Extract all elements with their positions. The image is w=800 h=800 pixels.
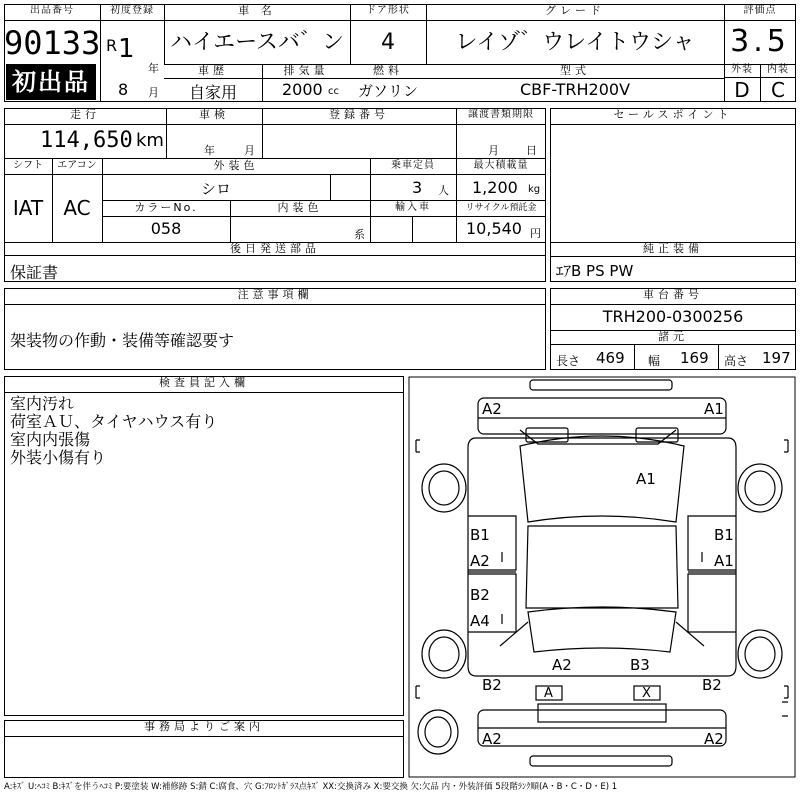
mark-rear-bumper-right: A2	[704, 730, 724, 748]
lot-number: 90133	[4, 24, 101, 62]
score: 3.5	[730, 24, 790, 59]
mileage-unit: km	[136, 130, 164, 151]
car-name-label: 車 名	[238, 4, 276, 17]
capacity-label: 乗車定員	[391, 160, 435, 171]
mark-rear-right: B3	[630, 656, 650, 674]
inspector-label: 検査員記入欄	[159, 376, 249, 389]
dims-label: 諸元	[658, 330, 688, 343]
year-unit: 年	[148, 62, 159, 75]
reg-no-label: 登録番号	[329, 108, 389, 121]
model: CBF-TRH200V	[519, 80, 631, 99]
doors-label: ドア形状	[366, 5, 410, 16]
mark-rear-bumper-left: A2	[482, 730, 502, 748]
notes-text: 架装物の作動・装備等確認要す	[10, 331, 235, 350]
car-diagram-svg	[408, 376, 796, 778]
exterior-grade: D	[734, 78, 750, 102]
color-no: 058	[150, 219, 182, 238]
score-label: 評価点	[743, 5, 777, 16]
capacity-unit: 人	[438, 184, 449, 197]
mileage-label: 走行	[70, 108, 100, 121]
color-no-label: カラーNo.	[134, 201, 198, 214]
mark-left-front-door-1: B1	[470, 526, 490, 544]
recycle-fee: 10,540	[466, 219, 522, 238]
inspector-line-2: 荷室ＡＵ、タイヤハウス有り	[10, 412, 218, 431]
import-label: 輸入車	[395, 202, 431, 213]
inspector-line-1: 室内汚れ	[10, 394, 75, 413]
car-name: ハイエースバ゛ン	[169, 30, 345, 55]
exterior-label: 外装	[731, 64, 753, 75]
model-label: 型式	[560, 64, 590, 77]
inspection-label: 車検	[199, 108, 229, 121]
chassis-label: 車台番号	[643, 288, 703, 301]
damage-diagram	[408, 376, 796, 778]
mark-front-left: A2	[482, 400, 502, 418]
mark-left-rear-door-2: A4	[470, 612, 490, 630]
first-reg-label: 初度登録	[110, 5, 154, 16]
mark-left-rear-door-1: B2	[470, 586, 490, 604]
ext-color: シロ	[200, 180, 231, 198]
mark-right-front-door-2: A1	[714, 552, 734, 570]
transfer-label: 譲渡書類期限	[468, 109, 534, 120]
later-parts-label: 後日発送部品	[230, 242, 320, 255]
ac: AC	[63, 196, 91, 220]
recycle-unit: 円	[530, 227, 541, 240]
max-load-unit: kg	[528, 184, 541, 195]
inspection-year-unit: 年	[204, 144, 215, 157]
width: 169	[680, 349, 709, 367]
interior-label: 内装	[767, 64, 789, 75]
displacement-label: 排気量	[283, 64, 329, 77]
era-letter: R	[106, 36, 118, 55]
chassis-number: TRH200-0300256	[602, 307, 744, 326]
grade-label: グレード	[545, 4, 605, 17]
displacement-unit: cc	[328, 86, 339, 97]
legend: A:ｷｽﾞ U:ﾍｺﾐ B:ｷｽﾞを伴うﾍｺﾐ P:要塗装 W:補修跡 S:錆 C:腐食、穴 G:ﾌﾛﾝﾄｶﾞﾗｽ点ｷｽﾞ XX:交換済み X:要交換 欠:欠品 内・外装評価 5段階ﾗﾝｸ順(A・B・C・D・E) 1	[4, 782, 618, 792]
inspector-line-3: 室内内張傷	[10, 430, 91, 449]
sales-points-label: セールスポイント	[613, 108, 733, 121]
notes-label: 注意事項欄	[237, 288, 313, 301]
length-label: 長さ	[556, 354, 581, 368]
fuel: ガソリン	[357, 82, 418, 100]
max-load: 1,200	[472, 178, 518, 197]
mark-roof: A1	[636, 470, 656, 488]
inspector-line-4: 外装小傷有り	[10, 448, 107, 467]
doors: 4	[381, 30, 395, 55]
max-load-label: 最大積載量	[473, 160, 529, 171]
reg-year: 1	[118, 34, 135, 64]
height: 197	[762, 349, 791, 367]
ac-label: エアコン	[57, 160, 97, 171]
transfer-month-unit: 月	[488, 144, 499, 157]
interior-grade: C	[771, 78, 785, 102]
transfer-day-unit: 日	[526, 144, 537, 157]
month-unit: 月	[148, 86, 159, 99]
grade: レイゾ゛ウレイトウシャ	[455, 30, 695, 55]
mark-front-right: A1	[704, 400, 724, 418]
length: 469	[596, 349, 625, 367]
first-listing-badge: 初出品	[6, 64, 96, 100]
int-color-label: 内装色	[277, 201, 323, 214]
lot-number-label: 出品番号	[30, 5, 74, 16]
shift: IAT	[12, 196, 44, 220]
width-label: 幅	[648, 354, 661, 368]
later-parts: 保証書	[10, 263, 59, 282]
inspection-month-unit: 月	[244, 144, 255, 157]
height-label: 高さ	[724, 354, 749, 368]
fuel-label: 燃料	[373, 64, 403, 77]
later-parts-box	[4, 256, 546, 282]
ext-color-label: 外装色	[213, 159, 259, 172]
recycle-label: リサイクル預託金	[465, 203, 537, 213]
mark-rear-wheel-right: B2	[702, 676, 722, 694]
mark-rear-light-right: X	[642, 686, 651, 701]
mark-rear-left: A2	[552, 656, 572, 674]
mark-left-front-door-2: A2	[470, 552, 490, 570]
int-color-unit: 系	[354, 228, 365, 241]
capacity: 3	[412, 178, 423, 197]
shift-label: シフト	[13, 160, 43, 171]
displacement: 2000	[282, 80, 323, 99]
mark-rear-wheel-left: B2	[482, 676, 502, 694]
mark-right-front-door-1: B1	[714, 526, 734, 544]
history-label: 車歴	[198, 64, 228, 77]
equipment-label: 純正装備	[643, 242, 703, 255]
equipment: ｴｱB PS PW	[556, 262, 634, 280]
mark-rear-light-left: A	[544, 686, 553, 701]
office-label: 事務局よりご案内	[144, 720, 264, 733]
history: 自家用	[188, 83, 237, 102]
reg-month: 8	[118, 80, 129, 99]
mileage: 114,650	[40, 128, 133, 153]
